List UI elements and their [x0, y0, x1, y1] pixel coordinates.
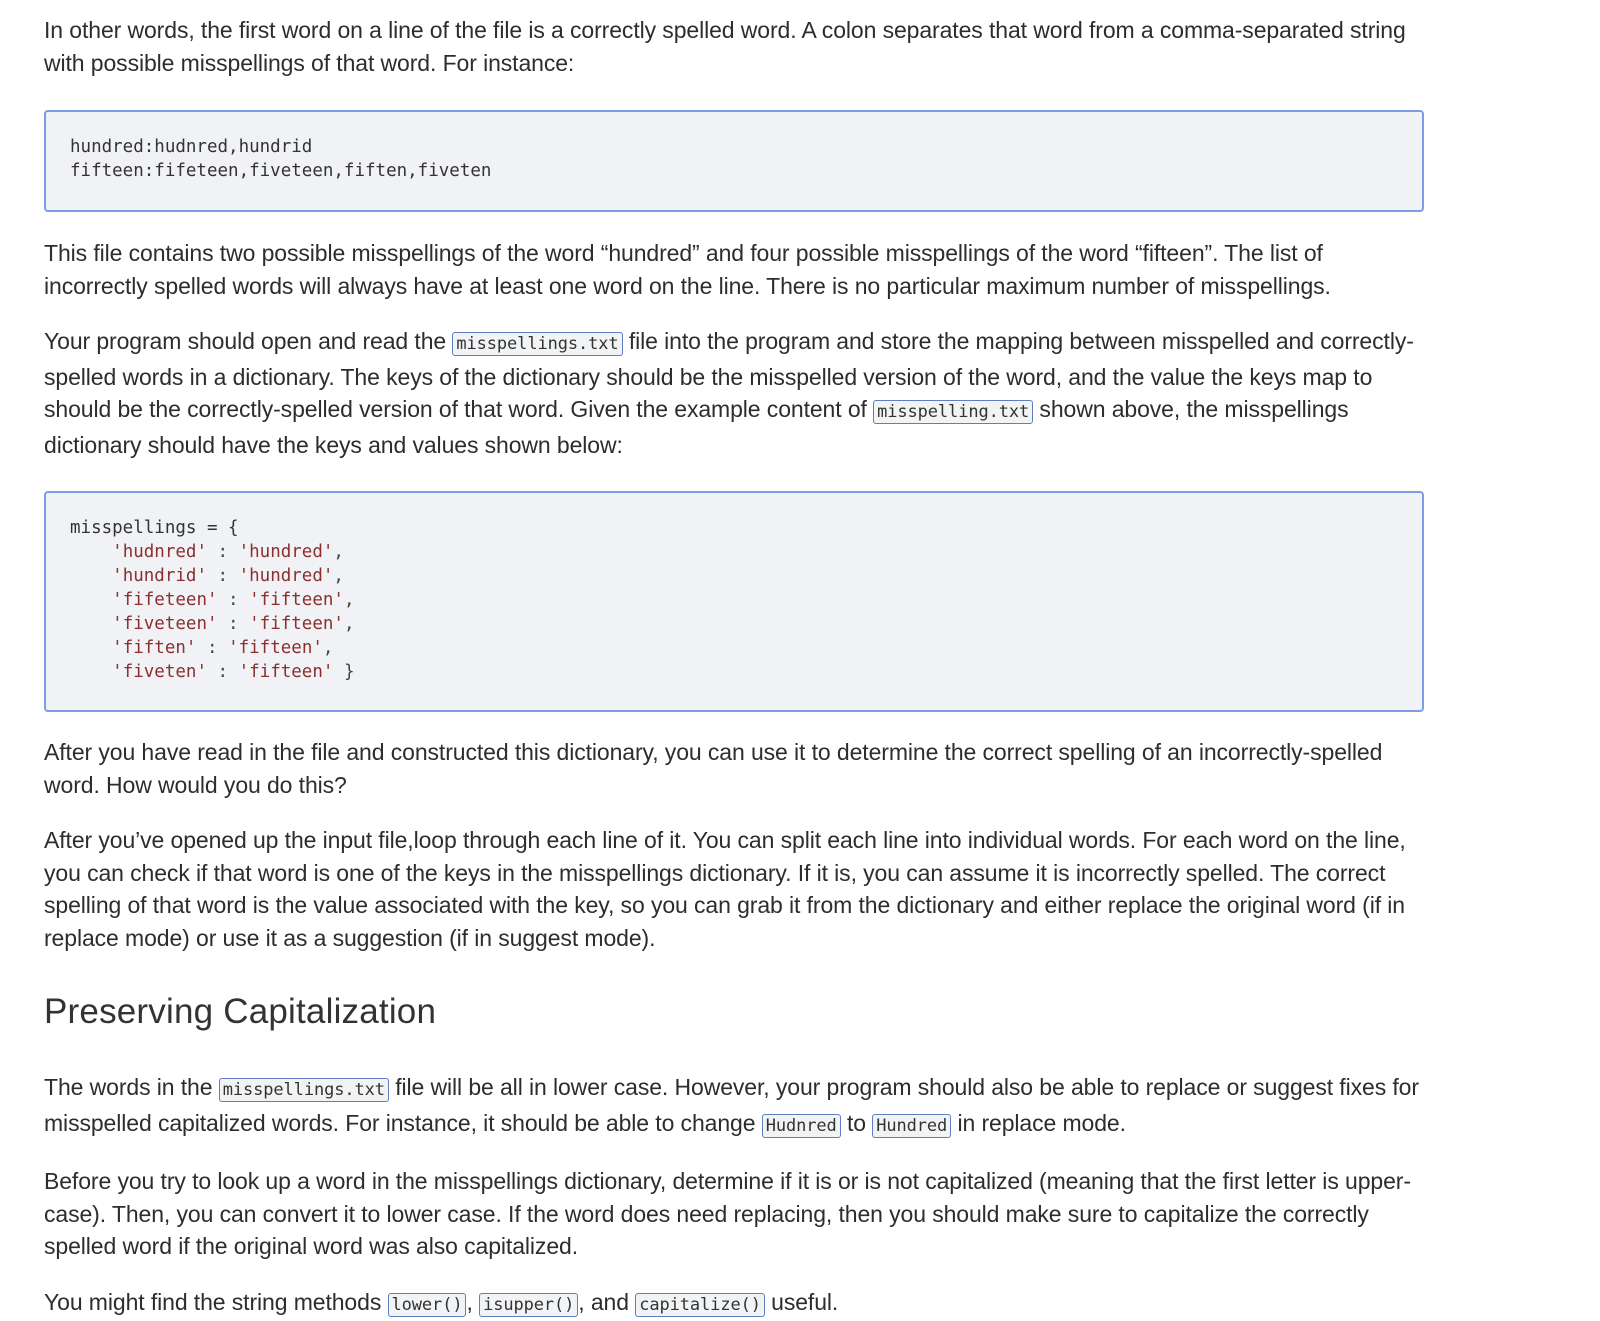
inline-code-misspellings-file: misspellings.txt [452, 332, 622, 356]
text-segment: useful. [765, 1289, 838, 1315]
inline-code-hudnred: Hudnred [762, 1114, 841, 1138]
text-segment: , [466, 1289, 479, 1315]
dict-value: 'fifteen' [239, 662, 334, 682]
section-heading: Preserving Capitalization [44, 992, 1424, 1032]
inline-code-capitalize: capitalize() [635, 1293, 765, 1317]
dict-separator: : [207, 542, 239, 562]
explanation-paragraph: This file contains two possible misspellings of the word “hundred” and four possible misspellings of the word “fifteen”. The list of incorrectly spelled words will always have at least one word on the line. There is no particular maximum number of misspellings. [44, 237, 1424, 302]
dict-entry [70, 588, 1398, 612]
dict-value: 'hundred' [239, 566, 334, 586]
dict-entry [70, 612, 1398, 636]
dict-entry [70, 540, 1398, 564]
dict-separator: : [207, 566, 239, 586]
capitalization-paragraph [44, 1071, 1424, 1142]
capitalization-steps-paragraph: Before you try to look up a word in the misspellings dictionary, determine if it is or is not capitalized (meaning that the first letter is upper-case). Then, you can convert it to lower case. If the word does need replacing, then you should make sure to capitalize the correctly spelled word if the original word was also capitalized. [44, 1165, 1424, 1263]
intro-paragraph: In other words, the first word on a line of the file is a correctly spelled word. A colon separates that word from a comma-separated string with possible misspellings of that word. For instance: [44, 14, 1424, 79]
dict-end: , [333, 566, 344, 586]
dict-separator: : [196, 638, 228, 658]
dict-separator: : [218, 590, 250, 610]
dict-entry [70, 564, 1398, 588]
dict-value: 'fifteen' [249, 590, 344, 610]
document-body [44, 14, 1424, 1321]
dict-separator: : [218, 614, 250, 634]
usage-answer-paragraph: After you’ve opened up the input file,loop through each line of it. You can split each line into individual words. For each word on the line, you can check if that word is one of the keys in the misspellings dictionary. If it is, you can assume it is incorrectly spelled. The correct spelling of that word is the value associated with the key, so you can grab it from the dictionary and either replace the original word (if in replace mode) or use it as a suggestion (if in suggest mode). [44, 824, 1424, 954]
code-line: fifteen:fifeteen,fiveteen,fiften,fiveten [70, 159, 1398, 183]
code-line: hundred:hudnred,hundrid [70, 135, 1398, 159]
dict-end: , [344, 614, 355, 634]
dict-value: 'hundred' [239, 542, 334, 562]
dictionary-description-paragraph [44, 325, 1424, 461]
dict-value: 'fifteen' [228, 638, 323, 658]
file-example-code-block [44, 110, 1424, 212]
text-segment: , and [578, 1289, 635, 1315]
text-segment: Your program should open and read the [44, 328, 452, 354]
inline-code-lower: lower() [388, 1293, 467, 1317]
dict-key: 'fiveteen' [112, 614, 217, 634]
dictionary-example-code-block [44, 491, 1424, 712]
dict-value: 'fifteen' [249, 614, 344, 634]
dict-key: 'hundrid' [112, 566, 207, 586]
dict-key: 'fiveten' [112, 662, 207, 682]
dict-end: , [344, 590, 355, 610]
text-segment: file into the program and store the mapping between misspelled and correctly-spelled words in a dictionary. The keys of the dictionary should be the misspelled version of the word, and the value the keys map to should be the correctly-spelled version of that word. Given the example content of [44, 328, 1414, 422]
dict-end: } [333, 662, 354, 682]
usage-question-paragraph: After you have read in the file and constructed this dictionary, you can use it to determine the correct spelling of an incorrectly-spelled word. How would you do this? [44, 736, 1424, 801]
text-segment: file will be all in lower case. However, your program should also be able to replace or suggest fixes for misspelled capitalized words. For instance, it should be able to change [44, 1074, 1419, 1136]
string-methods-paragraph [44, 1286, 1424, 1321]
inline-code-misspelling-file: misspelling.txt [873, 400, 1033, 424]
dict-key: 'hudnred' [112, 542, 207, 562]
dict-entry [70, 636, 1398, 660]
dict-entry [70, 660, 1398, 684]
code-line: misspellings = { [70, 516, 1398, 540]
text-segment: in replace mode. [951, 1110, 1126, 1136]
text-segment: You might find the string methods [44, 1289, 388, 1315]
inline-code-isupper: isupper() [479, 1293, 578, 1317]
dict-separator: : [207, 662, 239, 682]
dict-end: , [333, 542, 344, 562]
text-segment: shown above, the misspellings dictionary should have the keys and values shown below: [44, 396, 1348, 458]
inline-code-hundred: Hundred [872, 1114, 951, 1138]
dict-key: 'fiften' [112, 638, 196, 658]
dict-key: 'fifeteen' [112, 590, 217, 610]
dict-end: , [323, 638, 334, 658]
text-segment: The words in the [44, 1074, 219, 1100]
text-segment: to [841, 1110, 873, 1136]
inline-code-misspellings-file: misspellings.txt [219, 1078, 389, 1102]
